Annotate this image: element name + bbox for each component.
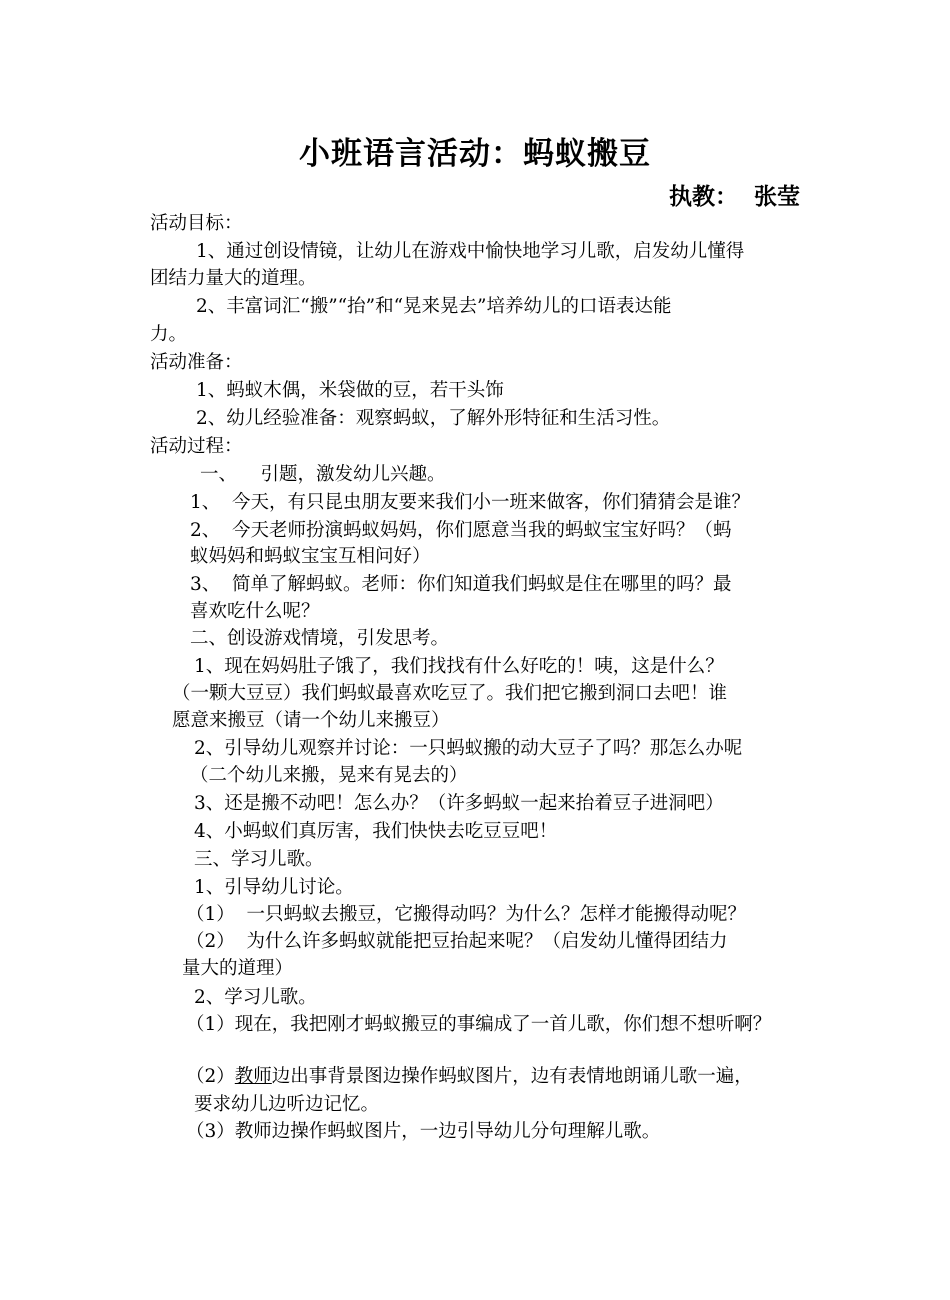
paragraph-line: 力。 [150, 324, 188, 345]
paragraph-line: 4、小蚂蚁们真厉害，我们快快去吃豆豆吧！ [194, 821, 558, 842]
paragraph-line: 2、引导幼儿观察并讨论：一只蚂蚁搬的动大豆子了吗？那怎么办呢 [194, 738, 743, 759]
paragraph-line: 喜欢吃什么呢？ [190, 601, 320, 622]
paragraph-line: （2） 为什么许多蚂蚁就能把豆抬起来呢？（启发幼儿懂得团结力 [186, 931, 728, 952]
paragraph-line: 1、 今天，有只昆虫朋友要来我们小一班来做客，你们猜猜会是谁？ [190, 492, 751, 513]
paragraph-line [186, 1063, 753, 1090]
paragraph-line: 1、通过创设情镜，让幼儿在游戏中愉快地学习儿歌，启发幼儿懂得 [196, 241, 745, 262]
paragraph-line: 3、还是搬不动吧！怎么办？（许多蚂蚁一起来抬着豆子进洞吧） [194, 793, 724, 814]
paragraph-line: 团结力量大的道理。 [150, 268, 317, 289]
section-heading-goals: 活动目标： [150, 213, 243, 234]
paragraph-line: 1、引导幼儿讨论。 [194, 877, 354, 898]
paragraph-line: 愿意来搬豆（请一个幼儿来搬豆） [172, 710, 450, 731]
paragraph-line: （1）现在，我把刚才蚂蚁搬豆的事编成了一首儿歌，你们想不想听啊？ [186, 1014, 772, 1035]
subsection-heading: 一、 引题，激发幼儿兴趣。 [200, 464, 446, 485]
underlined-word: 教师 [234, 1066, 272, 1087]
paragraph-line: 3、 简单了解蚂蚁。老师：你们知道我们蚂蚁是住在哪里的吗？最 [190, 574, 732, 595]
document-title: 小班语言活动：蚂蚁搬豆 [299, 136, 651, 172]
paragraph-line: 量大的道理） [182, 958, 294, 979]
paragraph-line: 2、幼儿经验准备：观察蚂蚁，了解外形特征和生活习性。 [196, 408, 671, 429]
subsection-heading: 三、学习儿歌。 [194, 849, 324, 870]
section-heading-process: 活动过程： [150, 436, 243, 457]
teacher-credit [669, 182, 800, 212]
paragraph-line: 要求幼儿边听边记忆。 [194, 1094, 380, 1115]
paragraph-line: 1、蚂蚁木偶，米袋做的豆，若干头饰 [196, 380, 504, 401]
section-heading-prep: 活动准备： [150, 352, 243, 373]
paragraph-line: （一颗大豆豆）我们蚂蚁最喜欢吃豆了。我们把它搬到洞口去吧！谁 [172, 683, 728, 704]
item-number: （2） [186, 1066, 235, 1087]
paragraph-line: （1） 一只蚂蚁去搬豆，它搬得动吗？为什么？怎样才能搬得动呢？ [186, 904, 747, 925]
teacher-name: 张莹 [754, 184, 800, 210]
paragraph-line: 1、现在妈妈肚子饿了，我们找找有什么好吃的！咦，这是什么？ [194, 656, 724, 677]
paragraph-line: 2、丰富词汇“搬”“抬”和“晃来晃去”培养幼儿的口语表达能 [196, 296, 672, 317]
teacher-label: 执教： [668, 184, 738, 210]
paragraph-line: 蚁妈妈和蚂蚁宝宝互相问好） [190, 546, 431, 567]
paragraph-line: 2、 今天老师扮演蚂蚁妈妈，你们愿意当我的蚂蚁宝宝好吗？（蚂 [190, 520, 732, 541]
subsection-heading: 二、创设游戏情境，引发思考。 [190, 628, 450, 649]
item-text: 边出事背景图边操作蚂蚁图片，边有表情地朗诵儿歌一遍， [271, 1066, 753, 1087]
paragraph-line: （3）教师边操作蚂蚁图片，一边引导幼儿分句理解儿歌。 [186, 1121, 661, 1142]
paragraph-line: 2、学习儿歌。 [194, 987, 317, 1008]
paragraph-line: （二个幼儿来搬，晃来有晃去的） [190, 765, 468, 786]
